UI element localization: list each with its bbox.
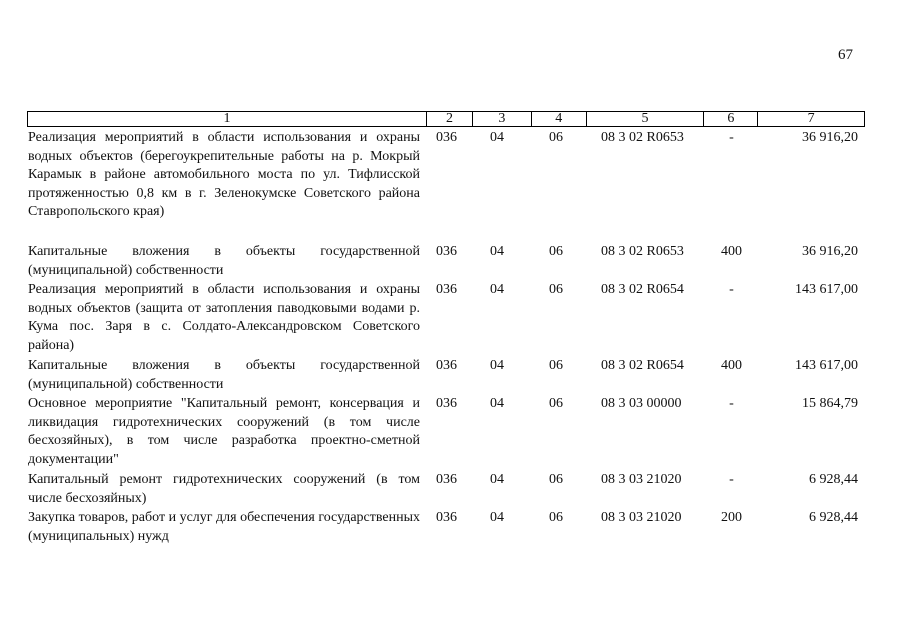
column-header-6: 6 <box>704 112 758 126</box>
row-amount: 15 864,79 <box>802 396 858 411</box>
row-code-2: 036 <box>436 130 457 145</box>
row-name: Реализация мероприятий в области использования и охраны водных объектов (берегоукрепительные работы на р. Мокрый Карамык в районе автомобильного моста по ул. Тифлисской протяженностью 0,8 км в г. Зеленокумске Советского района Ставропольского края) <box>28 130 420 219</box>
row-amount: 143 617,00 <box>795 282 858 297</box>
row-code-3: 04 <box>490 510 504 525</box>
row-amount: 36 916,20 <box>802 130 858 145</box>
row-code-2: 036 <box>436 510 457 525</box>
column-header-2: 2 <box>427 112 473 126</box>
table-column-header <box>27 111 865 127</box>
row-code-4: 06 <box>549 130 563 145</box>
column-header-4: 4 <box>532 112 587 126</box>
column-header-7: 7 <box>807 111 815 126</box>
column-header-3: 3 <box>473 112 532 126</box>
row-code-4: 06 <box>549 282 563 297</box>
column-header-1: 1 <box>28 112 427 126</box>
row-code-3: 04 <box>490 282 504 297</box>
row-code-6: - <box>729 130 734 145</box>
row-code-4: 06 <box>549 358 563 373</box>
row-name: Реализация мероприятий в области использования и охраны водных объектов (защита от затопления паводковыми водами р. Кума пос. Заря в с. Солдато-Александровском Советского района) <box>28 282 420 353</box>
row-code-3: 04 <box>490 130 504 145</box>
row-code-2: 036 <box>436 358 457 373</box>
row-code-2: 036 <box>436 282 457 297</box>
row-code-3: 04 <box>490 472 504 487</box>
row-code-6: 400 <box>721 358 742 373</box>
row-code-5: 08 3 02 R0653 <box>601 130 684 145</box>
row-code-6: - <box>729 282 734 297</box>
row-amount: 36 916,20 <box>802 244 858 259</box>
page-number: 67 <box>838 47 853 63</box>
row-code-5: 08 3 02 R0653 <box>601 244 684 259</box>
row-code-5: 08 3 03 21020 <box>601 510 682 525</box>
column-header-5: 5 <box>587 112 705 126</box>
row-code-4: 06 <box>549 244 563 259</box>
row-name: Закупка товаров, работ и услуг для обеспечения государственных (муниципальных) нужд <box>28 510 421 544</box>
row-amount: 6 928,44 <box>809 472 858 487</box>
row-name: Капитальные вложения в объекты государственной (муниципальной) собственности <box>28 358 420 392</box>
row-name: Основное мероприятие "Капитальный ремонт, консервация и ликвидация гидротехнических сооружений (в том числе бесхозяйных), в том числе разработка проектно-сметной документации" <box>28 396 420 467</box>
row-code-3: 04 <box>490 396 504 411</box>
row-name: Капитальный ремонт гидротехнических сооружений (в том числе бесхозяйных) <box>28 472 420 506</box>
row-code-5: 08 3 03 00000 <box>601 396 682 411</box>
row-code-6: 400 <box>721 244 742 259</box>
row-code-3: 04 <box>490 244 504 259</box>
row-code-5: 08 3 02 R0654 <box>601 282 684 297</box>
row-code-4: 06 <box>549 510 563 525</box>
row-code-2: 036 <box>436 396 457 411</box>
row-code-6: - <box>729 396 734 411</box>
row-code-4: 06 <box>549 472 563 487</box>
row-code-6: - <box>729 472 734 487</box>
row-code-2: 036 <box>436 472 457 487</box>
row-code-2: 036 <box>436 244 457 259</box>
row-code-4: 06 <box>549 396 563 411</box>
row-code-5: 08 3 03 21020 <box>601 472 682 487</box>
row-code-5: 08 3 02 R0654 <box>601 358 684 373</box>
row-code-6: 200 <box>721 510 742 525</box>
row-amount: 6 928,44 <box>809 510 858 525</box>
row-amount: 143 617,00 <box>795 358 858 373</box>
row-code-3: 04 <box>490 358 504 373</box>
row-name: Капитальные вложения в объекты государственной (муниципальной) собственности <box>28 244 420 278</box>
